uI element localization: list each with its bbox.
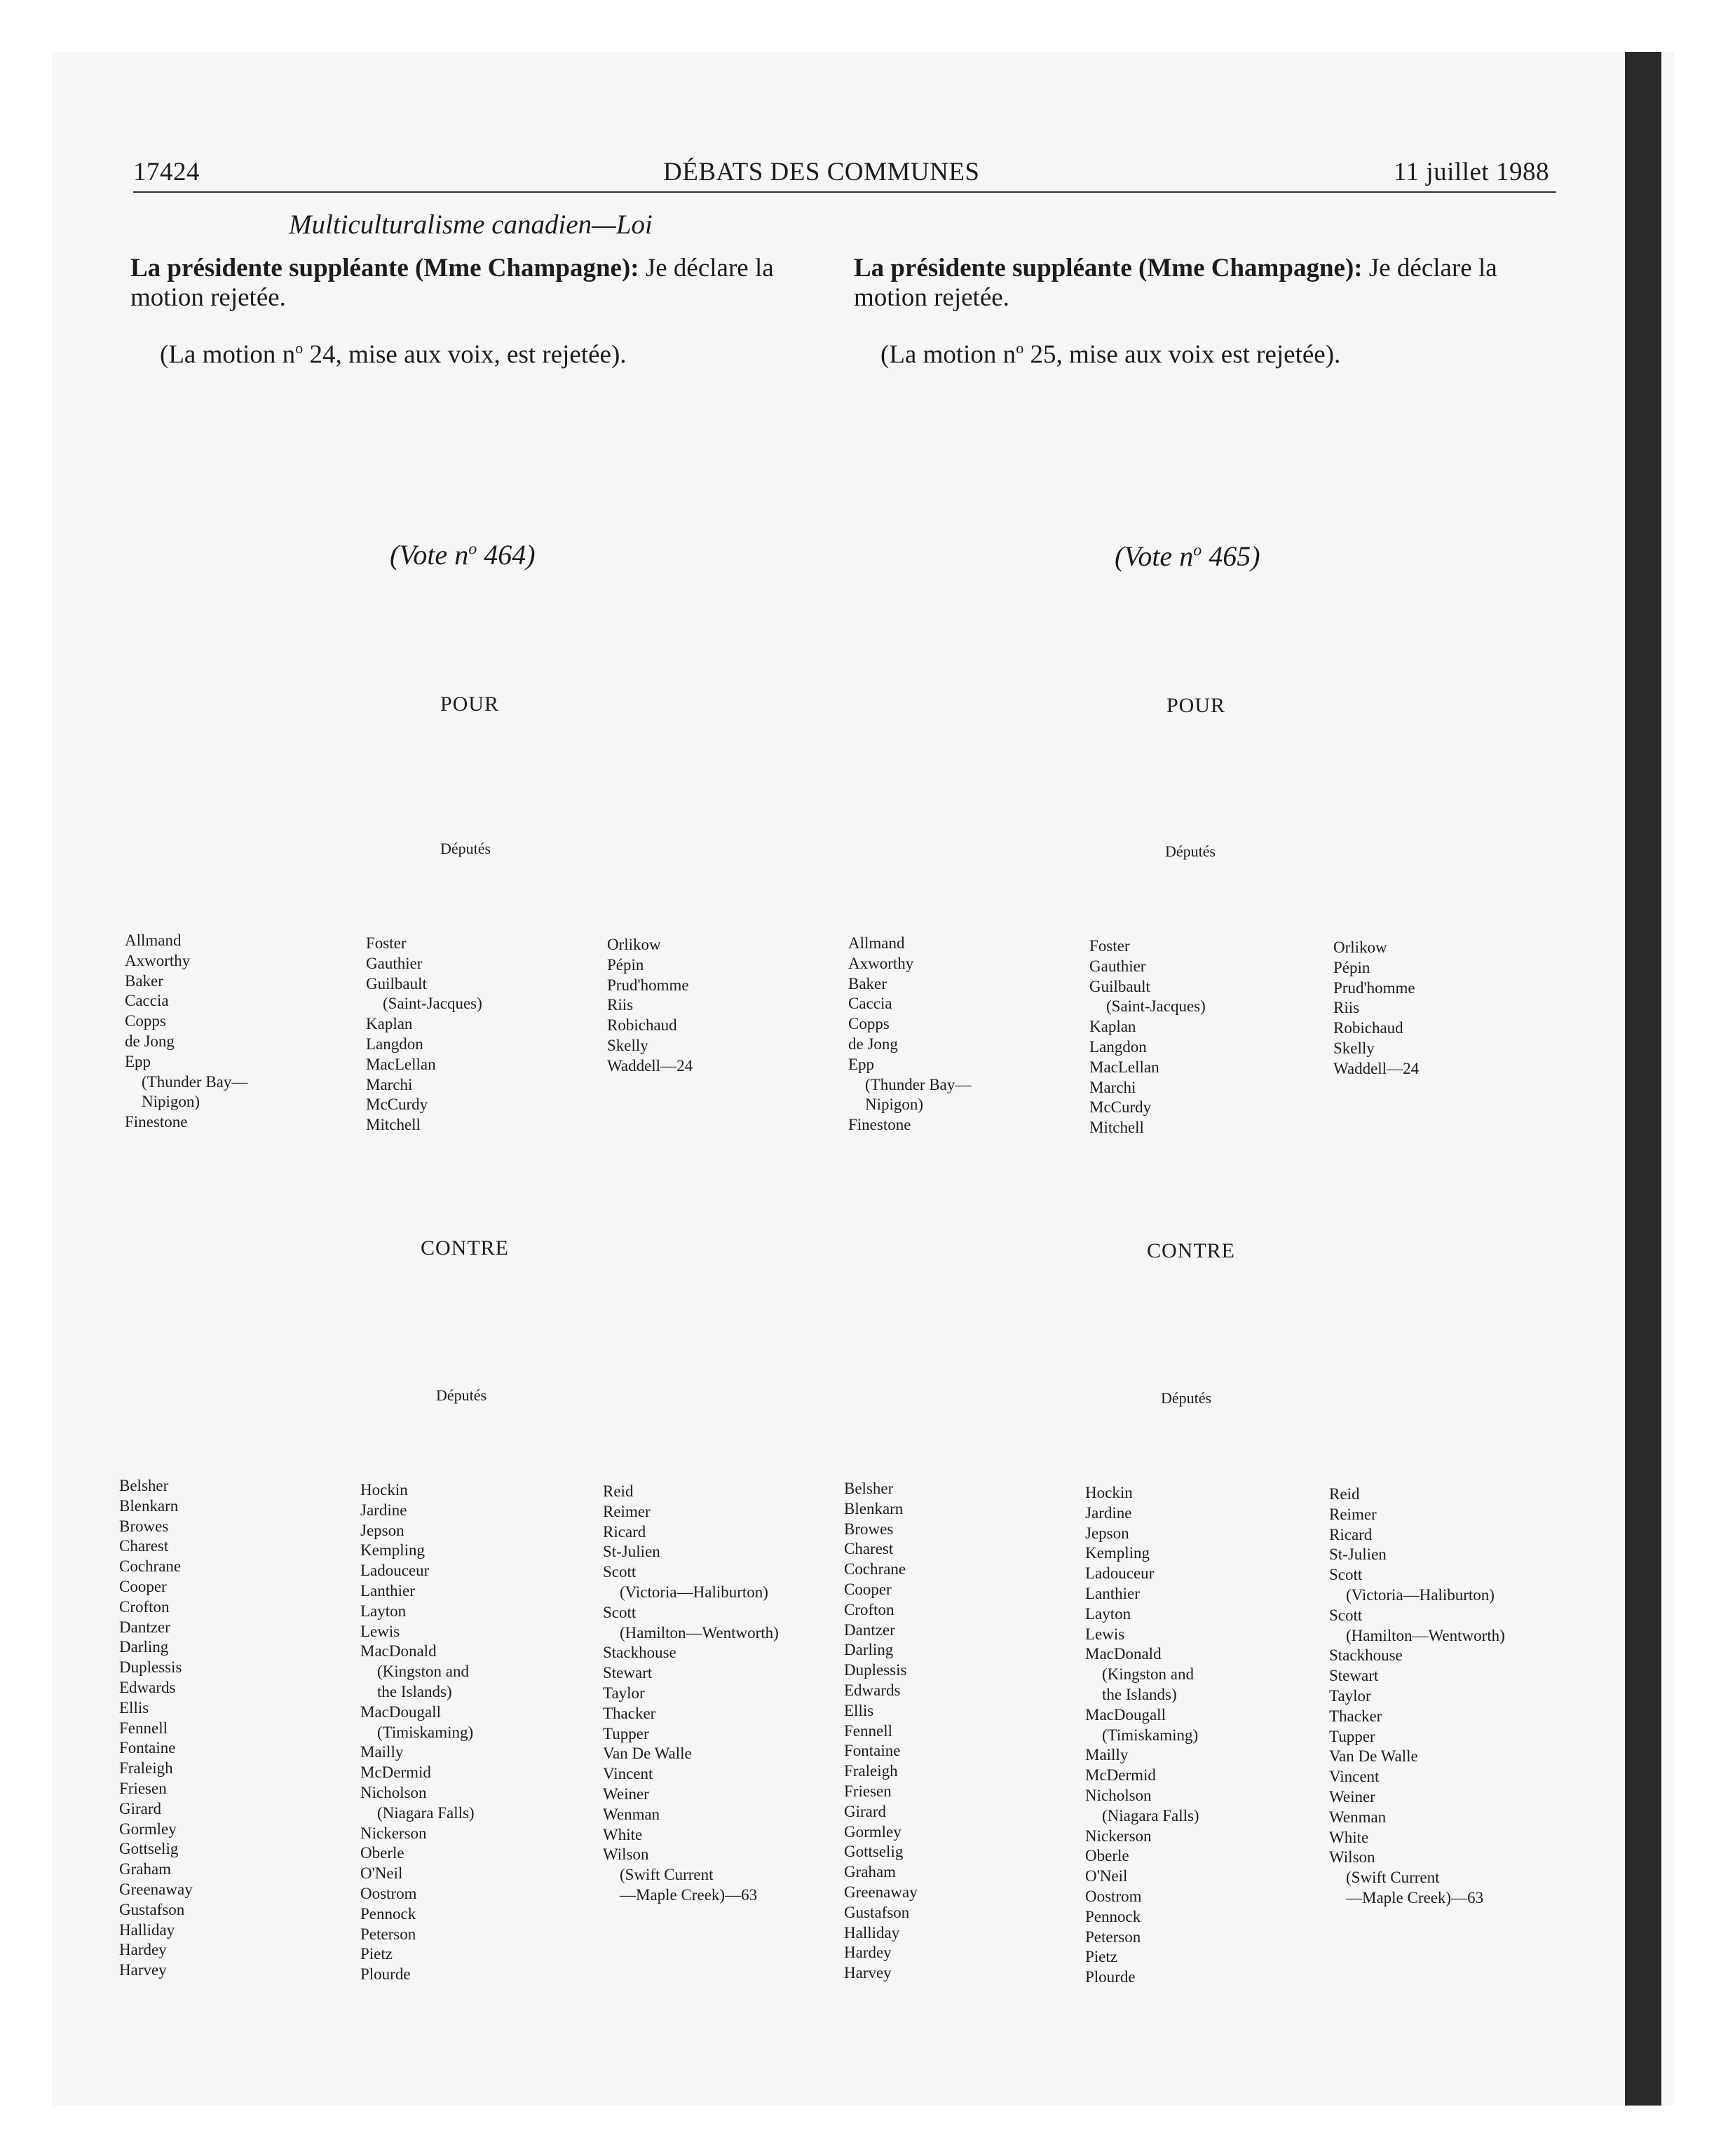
member-name: Axworthy: [125, 951, 191, 969]
right-motion-result: (La motion $n^o$ 25, mise aux voix est rejetée).: [880, 339, 1341, 369]
right-contre-heading: CONTRE: [1147, 1239, 1235, 1262]
member-riding: (Hamilton—Wentworth): [1346, 1626, 1505, 1644]
member-name: Belsher: [119, 1477, 169, 1494]
left-speaker-paragraph: [130, 254, 831, 313]
member-name: Wilson: [1329, 1848, 1375, 1867]
member-name: Gormley: [844, 1822, 901, 1841]
member-name: Jepson: [360, 1521, 404, 1539]
member-name: Hardey: [119, 1941, 167, 1959]
member-name: Oostrom: [1085, 1887, 1142, 1905]
member-name: Ellis: [119, 1698, 149, 1717]
member-name: Gustafson: [119, 1900, 185, 1918]
member-riding: (Hamilton—Wentworth): [620, 1623, 779, 1642]
member-name: Gottselig: [844, 1843, 904, 1861]
member-name: Epp: [125, 1052, 151, 1070]
right-speaker-paragraph: [854, 254, 1555, 313]
member-name: Pietz: [1085, 1948, 1117, 1966]
member-name: Scott: [603, 1563, 637, 1581]
member-name: Weiner: [603, 1785, 649, 1803]
member-riding: (Timiskaming): [1102, 1726, 1199, 1744]
member-name: Ladouceur: [360, 1562, 430, 1580]
member-name: McCurdy: [366, 1096, 428, 1114]
member-name: Cooper: [844, 1580, 892, 1598]
member-name: Gustafson: [844, 1903, 910, 1921]
left-pour-subheading: Députés: [440, 840, 491, 857]
member-name: Guilbault: [366, 974, 427, 992]
member-name: Edwards: [119, 1678, 176, 1696]
member-name: Wenman: [1329, 1808, 1387, 1826]
page-date: 11 juillet 1988: [1394, 158, 1549, 186]
member-name: Stewart: [1329, 1667, 1379, 1685]
member-name: Tupper: [1329, 1727, 1375, 1745]
member-name: Cochrane: [844, 1560, 906, 1578]
member-name: Taylor: [1329, 1686, 1371, 1705]
member-name: Gormley: [119, 1820, 177, 1838]
member-name: Orlikow: [607, 936, 661, 953]
member-name: Duplessis: [844, 1661, 907, 1679]
member-name: Plourde: [360, 1965, 411, 1984]
member-name: Harvey: [119, 1961, 167, 1979]
member-name: Fontaine: [844, 1742, 901, 1760]
member-name: Guilbault: [1089, 977, 1150, 995]
member-name: Riis: [1333, 999, 1360, 1017]
member-name: Finestone: [848, 1116, 911, 1134]
member-name: Prud'homme: [1333, 978, 1415, 997]
left-contre-col-1: [119, 1476, 193, 1981]
member-name: Caccia: [125, 992, 169, 1010]
member-name: Reimer: [603, 1502, 651, 1520]
left-contre-col-2: [360, 1480, 475, 1985]
member-name: Foster: [1089, 937, 1130, 955]
member-name: Kempling: [1085, 1544, 1150, 1562]
right-contre-col-3: [1329, 1485, 1505, 1909]
member-name: Ellis: [844, 1701, 874, 1719]
member-riding: (Saint-Jacques): [1106, 997, 1206, 1016]
member-name: Langdon: [1089, 1037, 1147, 1056]
member-name: Mitchell: [1089, 1119, 1144, 1137]
member-name: Hardey: [844, 1944, 892, 1962]
member-name: Axworthy: [848, 954, 914, 972]
member-name: Pennock: [360, 1904, 416, 1923]
member-name: Riis: [607, 996, 634, 1014]
member-name: Nickerson: [1085, 1827, 1152, 1845]
publication-title: DÉBATS DES COMMUNES: [663, 158, 980, 186]
member-name: Greenaway: [119, 1880, 193, 1898]
right-pour-col-1: [848, 934, 971, 1135]
member-riding: (Victoria—Haliburton): [1346, 1585, 1495, 1604]
member-name: Finestone: [125, 1113, 188, 1131]
member-name: MacLellan: [366, 1055, 436, 1073]
right-pour-col-3: [1333, 938, 1419, 1079]
member-name: Fennell: [119, 1719, 168, 1737]
member-name: Waddell—24: [607, 1056, 693, 1074]
member-name: Scott: [1329, 1566, 1363, 1584]
member-name: Ricard: [603, 1522, 646, 1541]
member-name: Graham: [119, 1860, 172, 1878]
member-name: Halliday: [119, 1920, 175, 1939]
member-name: MacDonald: [1085, 1645, 1162, 1663]
member-name: Van De Walle: [1329, 1747, 1418, 1766]
member-name: Crofton: [119, 1597, 170, 1616]
member-name: Van De Walle: [603, 1745, 692, 1763]
member-name: Reid: [1329, 1485, 1360, 1503]
member-name: Lewis: [1085, 1625, 1125, 1643]
member-name: Kempling: [360, 1541, 425, 1560]
member-name: Jardine: [360, 1501, 407, 1519]
member-name: Caccia: [848, 995, 892, 1013]
member-name: Friesen: [119, 1779, 167, 1797]
member-name: Baker: [125, 971, 163, 990]
member-name: Scott: [1329, 1606, 1363, 1624]
member-name: Halliday: [844, 1923, 900, 1942]
left-pour-col-3: [607, 935, 693, 1077]
member-name: Lanthier: [360, 1581, 415, 1599]
member-name: McCurdy: [1089, 1098, 1152, 1117]
member-name: Vincent: [1329, 1768, 1380, 1786]
member-name: Fraleigh: [119, 1759, 173, 1778]
member-name: Jepson: [1085, 1524, 1129, 1542]
left-contre-heading: CONTRE: [421, 1236, 509, 1260]
member-name: Wilson: [603, 1845, 649, 1864]
member-name: de Jong: [125, 1032, 175, 1050]
member-name: Robichaud: [1333, 1019, 1403, 1037]
member-name: Pietz: [360, 1945, 393, 1963]
member-name: Weiner: [1329, 1787, 1375, 1806]
member-name: Browes: [119, 1517, 169, 1535]
right-contre-col-1: [844, 1479, 918, 1984]
right-pour-col-2: [1089, 936, 1206, 1138]
member-name: Gauthier: [366, 954, 423, 972]
member-name: Allmand: [848, 934, 905, 952]
member-name: Crofton: [844, 1600, 894, 1618]
member-name: MacDonald: [360, 1642, 437, 1660]
member-name: Pépin: [1333, 958, 1370, 976]
member-name: Harvey: [844, 1964, 892, 1982]
member-name: Reimer: [1329, 1505, 1377, 1523]
member-name: White: [603, 1825, 643, 1843]
member-name: McDermid: [360, 1763, 431, 1782]
member-name: Gottselig: [119, 1840, 179, 1858]
member-name: Mitchell: [366, 1116, 421, 1134]
binding-edge: [1625, 52, 1661, 2106]
member-name: Graham: [844, 1863, 897, 1881]
member-name: Copps: [125, 1012, 166, 1030]
member-name: Robichaud: [607, 1016, 677, 1035]
member-name: Waddell—24: [1333, 1059, 1420, 1077]
member-name: Darling: [844, 1641, 894, 1659]
member-name: Epp: [848, 1055, 875, 1073]
member-name: Kaplan: [1089, 1018, 1136, 1036]
member-name: Thacker: [603, 1704, 656, 1722]
member-name: Edwards: [844, 1681, 901, 1699]
member-name: Girard: [119, 1799, 162, 1817]
section-subtitle: Multiculturalisme canadien—Loi: [289, 210, 653, 240]
member-name: Mailly: [360, 1743, 404, 1761]
member-name: Friesen: [844, 1782, 892, 1800]
member-riding: —Maple Creek)—63: [1346, 1888, 1484, 1906]
member-name: Greenaway: [844, 1883, 918, 1901]
member-name: Pépin: [607, 955, 644, 974]
member-name: Hockin: [360, 1481, 408, 1499]
member-name: Darling: [119, 1638, 169, 1656]
left-pour-col-2: [366, 934, 482, 1135]
member-name: Jardine: [1085, 1503, 1132, 1522]
member-name: Skelly: [1333, 1039, 1375, 1057]
left-contre-subheading: Députés: [436, 1386, 487, 1404]
left-pour-heading: POUR: [440, 692, 500, 716]
member-riding: (Thunder Bay—: [142, 1072, 248, 1091]
member-name: Langdon: [366, 1035, 423, 1053]
member-name: Oostrom: [360, 1884, 417, 1902]
member-riding: (Victoria—Haliburton): [620, 1583, 768, 1601]
member-name: Fontaine: [119, 1739, 176, 1757]
left-motion-result: (La motion $n^o$ 24, mise aux voix, est rejetée).: [160, 339, 627, 369]
member-name: Tupper: [603, 1724, 649, 1742]
left-contre-col-3: [603, 1482, 779, 1906]
member-riding: (Kingston and: [377, 1663, 469, 1681]
member-riding: the Islands): [1102, 1685, 1177, 1703]
right-pour-subheading: Députés: [1165, 842, 1216, 860]
member-riding: (Thunder Bay—: [865, 1075, 972, 1093]
member-name: Browes: [844, 1520, 894, 1538]
member-name: Stackhouse: [1329, 1646, 1403, 1665]
member-name: Taylor: [603, 1684, 645, 1702]
member-riding: (Swift Current: [1346, 1869, 1440, 1887]
member-name: Mailly: [1085, 1746, 1129, 1764]
member-name: de Jong: [848, 1035, 898, 1053]
member-name: Stewart: [603, 1664, 653, 1682]
member-name: St-Julien: [1329, 1546, 1387, 1564]
member-name: St-Julien: [603, 1543, 660, 1561]
left-vote-title: (Vote $n^o$ 464): [390, 539, 536, 571]
member-name: Hockin: [1085, 1484, 1133, 1501]
member-name: Nickerson: [360, 1824, 427, 1842]
member-name: Charest: [119, 1537, 169, 1555]
member-name: Thacker: [1329, 1707, 1382, 1725]
member-name: McDermid: [1085, 1766, 1156, 1785]
page-number: 17424: [133, 158, 200, 186]
member-name: Fraleigh: [844, 1762, 898, 1780]
member-riding: Nipigon): [142, 1093, 200, 1111]
member-name: Plourde: [1085, 1968, 1136, 1986]
member-riding: —Maple Creek)—63: [620, 1885, 758, 1904]
member-name: Charest: [844, 1540, 894, 1558]
member-name: Baker: [848, 974, 887, 992]
right-speaker: La présidente suppléante (Mme Champagne):: [854, 254, 1363, 282]
member-name: Stackhouse: [603, 1644, 676, 1662]
member-name: Cochrane: [119, 1557, 182, 1576]
member-name: Layton: [360, 1602, 407, 1620]
right-pour-heading: POUR: [1166, 694, 1226, 717]
member-name: Copps: [848, 1015, 890, 1033]
member-name: Lanthier: [1085, 1584, 1140, 1602]
header-rule: [133, 191, 1556, 193]
member-name: Allmand: [125, 932, 182, 949]
member-name: Foster: [366, 934, 407, 952]
right-contre-subheading: Députés: [1161, 1389, 1212, 1407]
member-name: Gauthier: [1089, 957, 1146, 975]
left-pour-col-1: [125, 931, 247, 1133]
member-name: Kaplan: [366, 1015, 413, 1033]
member-name: Skelly: [607, 1036, 648, 1054]
member-riding: (Niagara Falls): [377, 1803, 475, 1822]
member-riding: the Islands): [377, 1682, 452, 1700]
member-name: Belsher: [844, 1480, 894, 1497]
member-name: Cooper: [119, 1577, 167, 1595]
member-name: Pennock: [1085, 1907, 1141, 1925]
member-name: Peterson: [1085, 1928, 1141, 1946]
member-name: Oberle: [360, 1844, 404, 1862]
member-name: O'Neil: [1085, 1867, 1128, 1885]
member-name: Peterson: [360, 1925, 416, 1943]
member-riding: (Swift Current: [620, 1866, 714, 1884]
member-riding: Nipigon): [865, 1096, 924, 1114]
member-riding: (Saint-Jacques): [383, 995, 482, 1013]
member-name: MacDougall: [1085, 1705, 1166, 1724]
member-name: Girard: [844, 1802, 887, 1820]
member-riding: (Kingston and: [1102, 1665, 1194, 1684]
member-name: Oberle: [1085, 1847, 1129, 1865]
member-name: MacLellan: [1089, 1058, 1159, 1076]
member-name: Ladouceur: [1085, 1564, 1155, 1583]
member-name: Lewis: [360, 1622, 400, 1640]
member-name: White: [1329, 1828, 1369, 1846]
member-name: Nicholson: [1085, 1786, 1152, 1804]
left-statement: Je déclare la motion rejetée.: [130, 254, 774, 312]
member-name: Blenkarn: [119, 1496, 179, 1515]
member-name: MacDougall: [360, 1703, 441, 1721]
member-name: Dantzer: [844, 1621, 895, 1639]
member-name: Wenman: [603, 1805, 660, 1823]
member-name: Prud'homme: [607, 976, 689, 994]
left-speaker: La présidente suppléante (Mme Champagne):: [130, 254, 639, 282]
member-name: Orlikow: [1333, 939, 1387, 956]
member-name: Marchi: [1089, 1078, 1136, 1096]
member-name: Nicholson: [360, 1783, 427, 1801]
right-contre-col-2: [1085, 1483, 1199, 1988]
member-riding: (Niagara Falls): [1102, 1806, 1199, 1824]
member-name: Ricard: [1329, 1525, 1373, 1543]
member-name: Dantzer: [119, 1618, 170, 1636]
member-name: Reid: [603, 1482, 634, 1500]
member-name: Layton: [1085, 1604, 1131, 1623]
member-name: Marchi: [366, 1075, 413, 1093]
member-name: Blenkarn: [844, 1499, 904, 1517]
right-vote-title: (Vote $n^o$ 465): [1115, 540, 1260, 572]
member-name: Vincent: [603, 1765, 653, 1783]
member-name: Duplessis: [119, 1658, 182, 1677]
member-name: Scott: [603, 1603, 637, 1621]
member-name: O'Neil: [360, 1864, 403, 1883]
member-name: Fennell: [844, 1721, 892, 1740]
right-statement: Je déclare la motion rejetée.: [854, 254, 1497, 312]
member-riding: (Timiskaming): [377, 1723, 474, 1741]
